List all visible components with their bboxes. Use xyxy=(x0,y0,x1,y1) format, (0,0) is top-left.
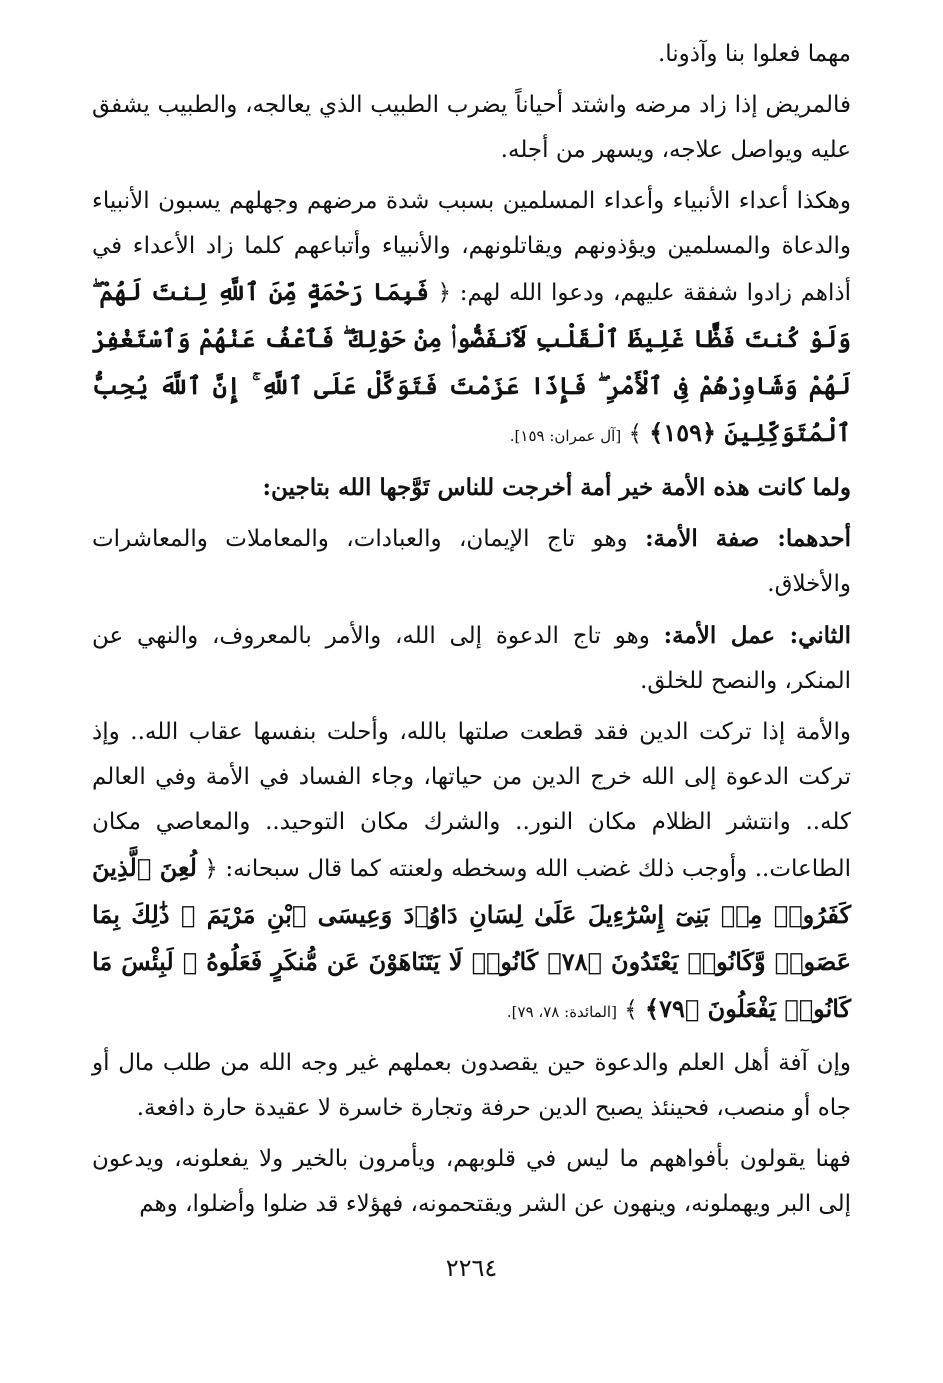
paragraph-5 xyxy=(92,516,851,607)
paragraph-6-label: الثاني: عمل الأمة: xyxy=(663,622,851,649)
paragraph-6 xyxy=(92,613,851,704)
paragraph-5-text: وهو تاج الإيمان، والعبادات، والمعاملات والمعاشرات والأخلاق. xyxy=(92,526,851,597)
paragraph-4-text: ولما كانت هذه الأمة خير أمة أخرجت للناس تَوَّجها الله بتاجين: xyxy=(262,474,851,501)
paragraph-9-text: فهنا يقولون بأفواههم ما ليس في قلوبهم، ويأمرون بالخير ولا يفعلونه، ويدعون إلى البر ويهملونه، وينهون عن الشر ويقتحمونه، فهؤلاء قد ضلوا وأضلوا، وهم xyxy=(92,1146,851,1217)
paragraph-8-text: وإن آفة أهل العلم والدعوة حين يقصدون بعملهم غير وجه الله من طلب مال أو جاه أو منصب، فحينئذ يصبح الدين حرفة وتجارة خاسرة لا عقيدة حارة دافعة. xyxy=(92,1050,851,1121)
paragraph-2-text: فالمريض إذا زاد مرضه واشتد أحياناً يضرب الطبيب الذي يعالجه، والطبيب يشفق عليه ويواصل علاجه، ويسهر من أجله. xyxy=(92,92,851,163)
paragraph-8 xyxy=(92,1041,851,1131)
paragraph-3-text: وهكذا أعداء الأنبياء وأعداء المسلمين بسبب شدة مرضهم وجهلهم يسبون الأنبياء والدعاة والمسلمين ويؤذونهم ويقاتلونهم، والأنبياء وأتباعهم كلما زاد الأعداء في أذاهم زادوا شفقة عليهم، ودعوا الله لهم: xyxy=(92,188,852,306)
page-number: ٢٢٦٤ xyxy=(445,1254,498,1282)
verse-reference-al-imran: [آل عمران: ١٥٩]. xyxy=(509,427,622,445)
paragraph-4-two-crowns xyxy=(92,465,851,510)
verse-open-bracket: ﴿ xyxy=(437,280,452,306)
verse-close-bracket: ﴾ xyxy=(628,421,642,447)
quran-verse-al-imran: فَبِمَا رَحْمَةٍ مِّنَ ٱللَّهِ لِنتَ لَهُمْ ۖ وَلَوْ كُنتَ فَظًّا غَلِيظَ ٱلْقَلْبِ لَٱنفَضُّوا۟ مِنْ حَوْلِكَ ۖ فَٱعْفُ عَنْهُمْ وَٱسْتَغْفِرْ لَهُمْ وَشَاوِرْهُمْ فِى ٱلْأَمْرِ ۖ فَإِذَا عَزَمْتَ فَتَوَكَّلْ عَلَى ٱللَّهِ ۚ إِنَّ ٱللَّهَ يُحِبُّ ٱلْمُتَوَكِّلِينَ ﴿١٥٩﴾ xyxy=(92,277,851,447)
paragraph-3 xyxy=(92,179,851,459)
quran-verse-al-maidah: لُعِنَ ٱلَّذِينَ كَفَرُوا۟ مِنۢ بَنِىٓ إِسْرَٰٓءِيلَ عَلَىٰ لِسَانِ دَاوُۥدَ وَعِيسَى ٱبْنِ مَرْيَمَ ۚ ذَٰلِكَ بِمَا عَصَوا۟ وَّكَانُوا۟ يَعْتَدُونَ ﴿٧٨﴾ كَانُوا۟ لَا يَتَنَاهَوْنَ عَن مُّنكَرٍ فَعَلُوهُ ۚ لَبِئْسَ مَا كَانُوا۟ يَفْعَلُونَ ﴿٧٩﴾ xyxy=(92,853,852,1023)
verse-open-bracket: ﴿ xyxy=(204,856,218,882)
paragraph-9 xyxy=(92,1137,851,1227)
paragraph-1-text: مهما فعلوا بنا وآذونا. xyxy=(657,41,851,67)
paragraph-5-label: أحدهما: صفة الأمة: xyxy=(645,525,851,552)
paragraph-7-text: والأمة إذا تركت الدين فقد قطعت صلتها بالله، وأحلت بنفسها عقاب الله.. وإذ تركت الدعوة إلى الله خرج الدين من حياتها، وجاء الفساد في الأمة وفي العالم كله.. وانتشر الظلام مكان النور.. والشرك مكان التوحيد.. والمعاصي مكان الطاعات.. وأوجب ذلك غضب الله وسخطه ولعنته كما قال سبحانه: xyxy=(92,719,852,882)
paragraph-6-text: وهو تاج الدعوة إلى الله، والأمر بالمعروف، والنهي عن المنكر، والنصح للخلق. xyxy=(92,623,851,694)
verse-close-bracket: ﴾ xyxy=(624,997,638,1023)
paragraph-7 xyxy=(92,710,851,1035)
paragraph-1 xyxy=(92,32,851,77)
verse-reference-al-maidah: [المائدة: ٧٨، ٧٩]. xyxy=(506,1003,617,1021)
paragraph-2 xyxy=(92,83,851,173)
